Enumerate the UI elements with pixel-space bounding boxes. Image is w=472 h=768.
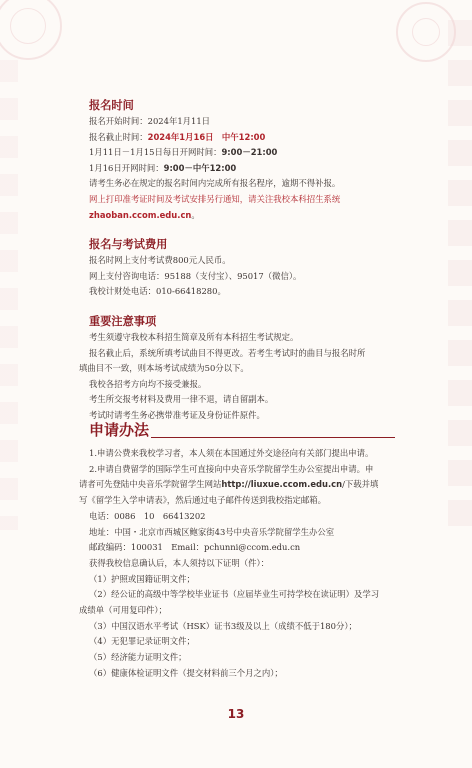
- list-item: 成绩单（可用复印件）；: [79, 605, 167, 616]
- text-label: /下载并填: [342, 479, 379, 490]
- text-line: 考生所交报考材料及费用一律不退，请自留副本。: [89, 394, 274, 405]
- list-item: （6）健康体检证明文件（提交材料前三个月之内）；: [89, 667, 283, 678]
- upper-sections: [79, 98, 401, 424]
- list-item: （3）中国汉语水平考试（HSK）证书3级及以上（成绩不低于180分）；: [89, 620, 357, 631]
- text-label: 报名截止时间：: [89, 131, 148, 142]
- list-item: （2）经公证的高级中等学校毕业证书（应届毕业生可持学校在读证明）及学习: [89, 589, 380, 600]
- text-line: 1.申请公费来我校学习者，本人须在本国通过外交途径向有关部门提出申请。: [89, 448, 374, 458]
- list-item: （5）经济能力证明文件；: [89, 652, 187, 663]
- text-line: 邮政编码：100031 Email：pchunni@ccom.edu.cn: [89, 542, 301, 553]
- notice-line: 网上打印准考证时间及考试安排另行通知，请关注我校本科招生系统: [89, 193, 341, 204]
- decorative-right-strip: [448, 20, 472, 540]
- section-title-fees: 报名与考试费用: [89, 238, 168, 252]
- text-line: [79, 477, 401, 493]
- text-line: 报名截止后，系统所填考试曲目不得更改。若考生考试时的曲目与报名时所: [89, 347, 366, 358]
- text-line: 获得我校信息确认后，本人须持以下证明（件）：: [89, 557, 270, 568]
- text-line: 考试时请考生务必携带准考证及身份证件原件。: [89, 409, 265, 420]
- list-item: （1）护照或国籍证明文件；: [89, 573, 195, 584]
- text-label: 请者可先登陆中央音乐学院留学生网站: [79, 479, 222, 490]
- text-line: [89, 208, 401, 224]
- text-line: [89, 130, 401, 146]
- text-line: 电话：0086 10 66413202: [89, 510, 206, 521]
- text-line: 我校各招考方向均不接受兼报。: [89, 378, 207, 389]
- section-title-registration-time: 报名时间: [89, 99, 134, 112]
- watermark-seal-icon: [0, 0, 62, 60]
- list-item: （4）无犯罪记录证明文件；: [89, 636, 195, 647]
- heading-rule: [151, 437, 395, 438]
- text-line: 我校计财处电话：010-66418280。: [89, 286, 226, 297]
- text-line: 考生须遵守我校本科招生简章及所有本科招生考试规定。: [89, 331, 299, 342]
- section-title-notes: 重要注意事项: [89, 314, 157, 328]
- text-punct: 。: [191, 209, 200, 220]
- text-line: [89, 145, 401, 161]
- text-line: [89, 161, 401, 177]
- text-line: 地址：中国・北京市西城区鲍家街43号中央音乐学院留学生办公室: [89, 526, 335, 537]
- text-line: 网上支付咨询电话：95188（支付宝）、95017（微信）。: [89, 270, 302, 281]
- time-value: 9:00－21:00: [221, 147, 278, 158]
- text-line: 请考生务必在规定的报名时间内完成所有报名程序，逾期不得补报。: [89, 178, 341, 189]
- text-label: 1月11日－1月15日每日开网时间：: [89, 147, 222, 158]
- page-number: 13: [227, 707, 245, 721]
- application-heading: [89, 420, 395, 440]
- intl-student-site-link[interactable]: http://liuxue.ccom.edu.cn: [221, 479, 343, 490]
- section-title-application: 申请办法: [89, 421, 150, 439]
- text-line: 填曲目不一致，则本场考试成绩为50分以下。: [79, 363, 249, 374]
- text-line: 写《留学生入学申请表》，然后通过电子邮件传送到我校指定邮箱。: [79, 495, 327, 506]
- text-label: 1月16日开网时间：: [89, 162, 164, 173]
- deadline-value: 2024年1月16日 中午12:00: [147, 131, 266, 142]
- text-line: 报名开始时间：2024年1月11日: [89, 116, 211, 126]
- admissions-site-link[interactable]: zhaoban.ccom.edu.cn: [89, 209, 192, 220]
- text-line: 报名时网上支付考试费800元人民币。: [89, 255, 231, 266]
- watermark-seal-icon: [396, 2, 456, 62]
- decorative-left-strip: [0, 60, 18, 530]
- text-line: 2.申请自费留学的国际学生可直接向中央音乐学院留学生办公室提出申请。申: [89, 463, 374, 474]
- application-section: [79, 446, 401, 682]
- time-value: 9:00－中午12:00: [163, 162, 237, 173]
